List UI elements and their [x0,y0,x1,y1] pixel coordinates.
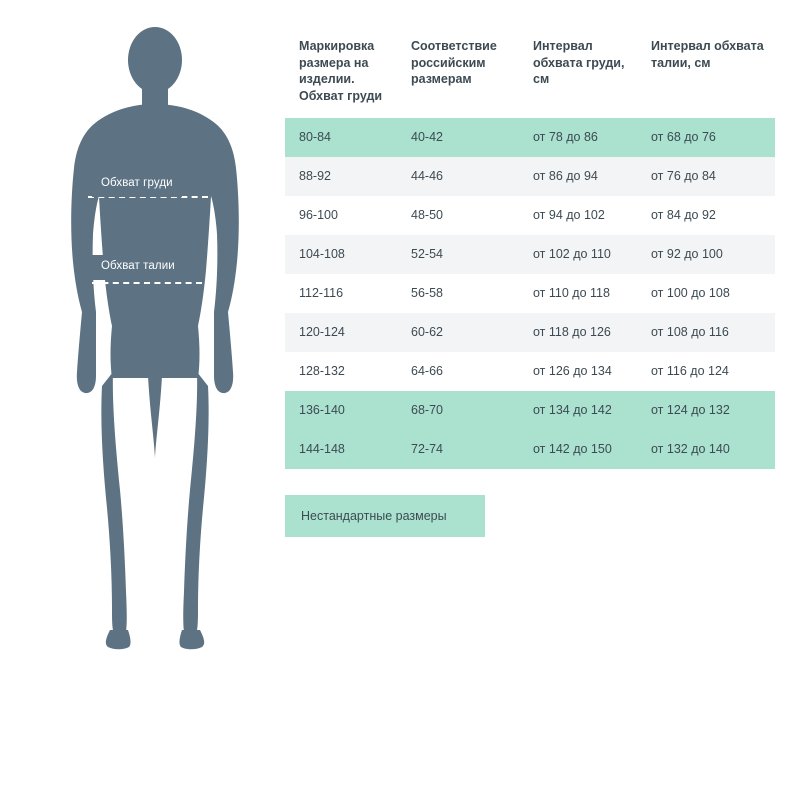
cell-russian-size: 40-42 [397,118,519,157]
cell-chest-range: от 110 до 118 [519,274,637,313]
table-header [285,28,775,118]
table-row [285,196,775,235]
cell-chest-range: от 118 до 126 [519,313,637,352]
table-row [285,157,775,196]
cell-russian-size: 44-46 [397,157,519,196]
cell-russian-size: 60-62 [397,313,519,352]
cell-russian-size: 72-74 [397,430,519,469]
size-table [285,28,775,469]
cell-marking: 96-100 [285,196,397,235]
cell-russian-size: 68-70 [397,391,519,430]
cell-russian-size: 52-54 [397,235,519,274]
cell-chest-range: от 142 до 150 [519,430,637,469]
cell-chest-range: от 94 до 102 [519,196,637,235]
table-row [285,118,775,157]
table-row [285,313,775,352]
waist-measure-line [92,282,202,284]
cell-chest-range: от 134 до 142 [519,391,637,430]
table-row [285,235,775,274]
cell-waist-range: от 100 до 108 [637,274,775,313]
waist-measure-label: Обхват талии [92,255,184,280]
cell-marking: 112-116 [285,274,397,313]
table-header-row [285,28,775,118]
column-header-marking: Маркировка размера на изделии. Обхват груди [299,39,383,103]
cell-russian-size: 48-50 [397,196,519,235]
cell-marking: 80-84 [285,118,397,157]
cell-waist-range: от 132 до 140 [637,430,775,469]
cell-waist-range: от 76 до 84 [637,157,775,196]
cell-waist-range: от 92 до 100 [637,235,775,274]
table-row [285,352,775,391]
column-header-waist-range: Интервал обхвата талии, см [651,39,764,70]
body-figure [30,20,280,660]
cell-waist-range: от 84 до 92 [637,196,775,235]
nonstandard-sizes-button[interactable]: Нестандартные размеры [285,495,485,537]
cell-marking: 104-108 [285,235,397,274]
cell-russian-size: 64-66 [397,352,519,391]
cell-waist-range: от 108 до 116 [637,313,775,352]
chest-measure-label: Обхват груди [92,172,182,197]
cell-waist-range: от 116 до 124 [637,352,775,391]
column-header-russian-size: Соответствие российским размерам [411,39,497,86]
cell-chest-range: от 78 до 86 [519,118,637,157]
cell-waist-range: от 68 до 76 [637,118,775,157]
cell-chest-range: от 126 до 134 [519,352,637,391]
cell-marking: 120-124 [285,313,397,352]
cell-russian-size: 56-58 [397,274,519,313]
table-row [285,391,775,430]
cell-marking: 128-132 [285,352,397,391]
cell-marking: 136-140 [285,391,397,430]
table-row [285,430,775,469]
male-silhouette-icon [30,20,280,660]
cell-marking: 88-92 [285,157,397,196]
table-row [285,274,775,313]
table-body [285,118,775,469]
column-header-chest-range: Интервал обхвата груди, см [533,39,625,86]
cell-chest-range: от 86 до 94 [519,157,637,196]
size-table-container [285,28,775,537]
cell-waist-range: от 124 до 132 [637,391,775,430]
cell-marking: 144-148 [285,430,397,469]
cell-chest-range: от 102 до 110 [519,235,637,274]
